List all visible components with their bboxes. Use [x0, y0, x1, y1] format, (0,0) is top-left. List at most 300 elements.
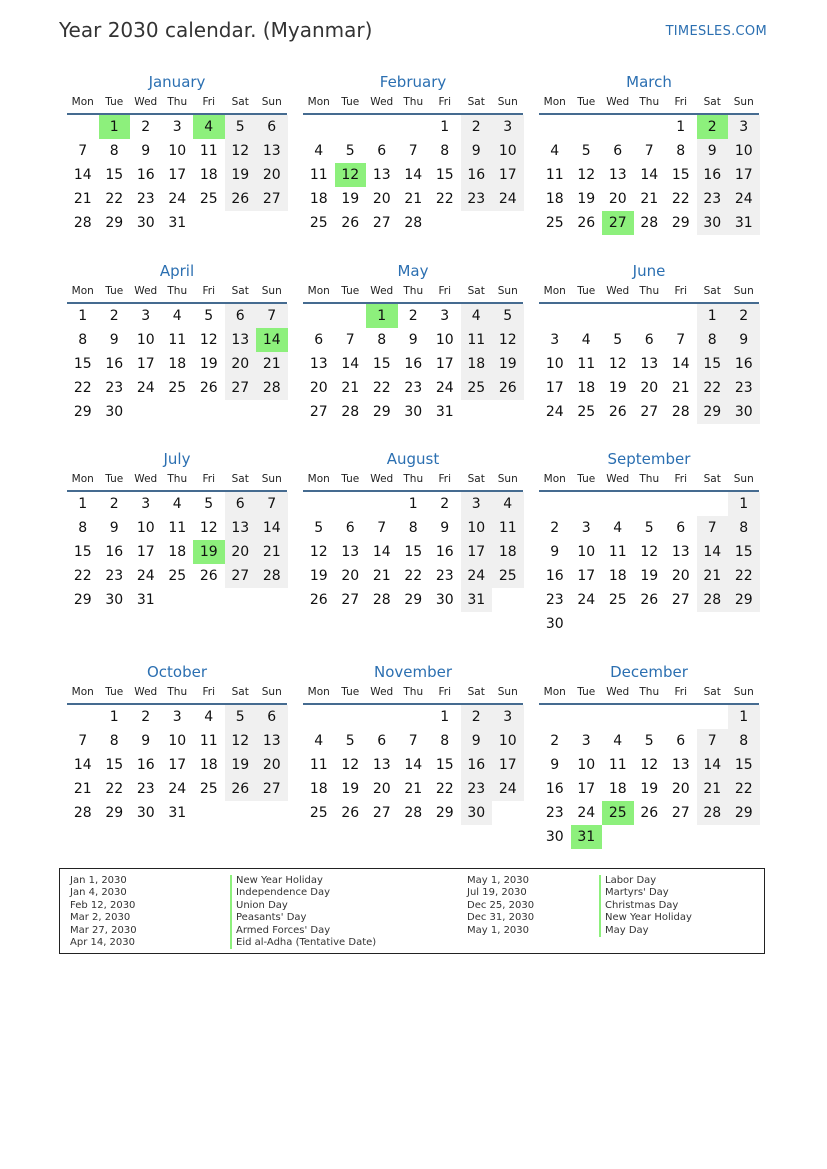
day-cell[interactable]: 29 — [372, 404, 391, 420]
day-cell[interactable]: 14 — [697, 540, 729, 564]
day-cell[interactable]: 15 — [728, 540, 760, 564]
day-cell[interactable]: 13 — [671, 757, 690, 773]
day-cell[interactable]: 13 — [372, 757, 391, 773]
day-cell[interactable]: 19 — [341, 781, 360, 797]
day-cell[interactable]: 1 — [440, 119, 450, 135]
day-cell[interactable]: 22 — [105, 191, 124, 207]
day-cell[interactable]: 4 — [613, 733, 623, 749]
day-cell[interactable]: 27 — [341, 592, 360, 608]
day-cell[interactable]: 16 — [545, 568, 564, 584]
day-cell[interactable]: 12 — [492, 328, 524, 352]
day-cell[interactable]: 23 — [105, 568, 124, 584]
day-cell[interactable]: 10 — [168, 143, 187, 159]
day-cell[interactable]: 17 — [492, 163, 524, 187]
day-cell[interactable]: 22 — [435, 191, 454, 207]
day-cell[interactable]: 23 — [404, 380, 423, 396]
day-cell[interactable]: 20 — [640, 380, 659, 396]
day-cell[interactable]: 25 — [461, 376, 493, 400]
day-cell[interactable]: 12 — [309, 544, 328, 560]
day-cell[interactable]: 20 — [372, 191, 391, 207]
day-cell[interactable]: 10 — [136, 520, 155, 536]
day-cell[interactable]: 20 — [341, 568, 360, 584]
day-cell[interactable]: 24 — [461, 564, 493, 588]
day-cell[interactable]: 4 — [314, 143, 324, 159]
day-cell[interactable]: 7 — [408, 733, 418, 749]
day-cell[interactable]: 15 — [105, 757, 124, 773]
day-cell[interactable]: 19 — [341, 191, 360, 207]
day-cell[interactable]: 1 — [697, 304, 729, 328]
day-cell[interactable]: 22 — [671, 191, 690, 207]
day-cell[interactable]: 12 — [640, 757, 659, 773]
day-cell[interactable]: 25 — [577, 404, 596, 420]
day-cell[interactable]: 19 — [309, 568, 328, 584]
day-cell[interactable]: 16 — [136, 757, 155, 773]
day-cell[interactable]: 16 — [697, 163, 729, 187]
day-cell[interactable]: 24 — [728, 187, 760, 211]
day-cell[interactable]: 10 — [728, 139, 760, 163]
day-cell[interactable]: 20 — [256, 753, 288, 777]
day-cell[interactable]: 23 — [697, 187, 729, 211]
day-cell[interactable]: 21 — [256, 540, 288, 564]
day-cell[interactable]: 24 — [136, 568, 155, 584]
day-cell[interactable]: 29 — [728, 588, 760, 612]
day-cell[interactable]: 8 — [78, 332, 88, 348]
day-cell[interactable]: 2 — [109, 308, 119, 324]
day-cell[interactable]: 8 — [78, 520, 88, 536]
day-cell[interactable]: 19 — [225, 163, 257, 187]
day-cell[interactable]: 26 — [640, 805, 659, 821]
day-cell[interactable]: 7 — [256, 304, 288, 328]
day-cell[interactable]: 18 — [545, 191, 564, 207]
day-cell[interactable]: 16 — [404, 356, 423, 372]
day-cell[interactable]: 22 — [728, 564, 760, 588]
day-cell[interactable]: 17 — [461, 540, 493, 564]
day-cell[interactable]: 31 — [435, 404, 454, 420]
day-cell[interactable]: 21 — [404, 781, 423, 797]
day-cell[interactable]: 18 — [199, 757, 218, 773]
day-cell[interactable]: 4 — [461, 304, 493, 328]
day-cell[interactable]: 13 — [341, 544, 360, 560]
day-cell[interactable]: 30 — [545, 829, 564, 845]
day-cell[interactable]: 13 — [256, 729, 288, 753]
day-cell[interactable]: 5 — [345, 143, 355, 159]
day-cell[interactable]: 4 — [314, 733, 324, 749]
day-cell[interactable]: 14 — [256, 516, 288, 540]
day-cell[interactable]: 22 — [372, 380, 391, 396]
day-cell[interactable]: 6 — [377, 733, 387, 749]
day-cell[interactable]: 21 — [404, 191, 423, 207]
day-cell[interactable]: 23 — [435, 568, 454, 584]
day-cell[interactable]: 20 — [225, 352, 257, 376]
day-cell[interactable]: 5 — [204, 496, 214, 512]
day-cell[interactable]: 1 — [78, 496, 88, 512]
day-cell[interactable]: 9 — [408, 332, 418, 348]
day-cell[interactable]: 13 — [671, 544, 690, 560]
day-cell[interactable]: 6 — [225, 304, 257, 328]
day-cell[interactable]: 3 — [581, 520, 591, 536]
day-cell[interactable]: 25 — [545, 215, 564, 231]
day-cell[interactable]: 16 — [461, 753, 493, 777]
day-cell[interactable]: 9 — [550, 544, 560, 560]
day-cell[interactable]: 1 — [440, 709, 450, 725]
day-cell[interactable]: 9 — [697, 139, 729, 163]
day-cell[interactable]: 27 — [256, 777, 288, 801]
day-cell[interactable]: 6 — [314, 332, 324, 348]
day-cell[interactable]: 23 — [461, 187, 493, 211]
day-cell[interactable]: 26 — [341, 805, 360, 821]
day-cell[interactable]: 4 — [581, 332, 591, 348]
day-cell[interactable]: 28 — [256, 564, 288, 588]
day-cell[interactable]: 12 — [225, 729, 257, 753]
day-cell[interactable]: 16 — [105, 356, 124, 372]
day-cell[interactable]: 11 — [461, 328, 493, 352]
day-cell[interactable]: 19 — [492, 352, 524, 376]
day-cell[interactable]: 16 — [105, 544, 124, 560]
day-cell[interactable]: 30 — [105, 404, 124, 420]
day-cell[interactable]: 23 — [136, 781, 155, 797]
day-cell[interactable]: 7 — [697, 729, 729, 753]
day-cell[interactable]: 10 — [461, 516, 493, 540]
holiday-day-cell[interactable]: 1 — [366, 304, 398, 328]
day-cell[interactable]: 29 — [671, 215, 690, 231]
day-cell[interactable]: 29 — [404, 592, 423, 608]
day-cell[interactable]: 3 — [492, 705, 524, 729]
day-cell[interactable]: 2 — [461, 115, 493, 139]
day-cell[interactable]: 6 — [676, 520, 686, 536]
day-cell[interactable]: 13 — [640, 356, 659, 372]
day-cell[interactable]: 7 — [256, 492, 288, 516]
day-cell[interactable]: 18 — [577, 380, 596, 396]
day-cell[interactable]: 8 — [109, 143, 119, 159]
day-cell[interactable]: 25 — [199, 191, 218, 207]
day-cell[interactable]: 15 — [105, 167, 124, 183]
day-cell[interactable]: 10 — [136, 332, 155, 348]
day-cell[interactable]: 5 — [345, 733, 355, 749]
day-cell[interactable]: 11 — [168, 332, 187, 348]
holiday-day-cell[interactable]: 31 — [571, 825, 603, 849]
day-cell[interactable]: 26 — [341, 215, 360, 231]
day-cell[interactable]: 16 — [435, 544, 454, 560]
day-cell[interactable]: 18 — [168, 356, 187, 372]
day-cell[interactable]: 28 — [697, 588, 729, 612]
day-cell[interactable]: 2 — [728, 304, 760, 328]
day-cell[interactable]: 2 — [408, 308, 418, 324]
day-cell[interactable]: 7 — [644, 143, 654, 159]
day-cell[interactable]: 14 — [697, 753, 729, 777]
day-cell[interactable]: 3 — [550, 332, 560, 348]
day-cell[interactable]: 2 — [461, 705, 493, 729]
day-cell[interactable]: 1 — [728, 492, 760, 516]
day-cell[interactable]: 7 — [697, 516, 729, 540]
day-cell[interactable]: 11 — [168, 520, 187, 536]
day-cell[interactable]: 17 — [577, 568, 596, 584]
day-cell[interactable]: 8 — [440, 733, 450, 749]
day-cell[interactable]: 24 — [545, 404, 564, 420]
day-cell[interactable]: 19 — [640, 568, 659, 584]
day-cell[interactable]: 9 — [141, 733, 151, 749]
day-cell[interactable]: 7 — [676, 332, 686, 348]
day-cell[interactable]: 14 — [73, 757, 92, 773]
day-cell[interactable]: 17 — [168, 167, 187, 183]
day-cell[interactable]: 20 — [225, 540, 257, 564]
day-cell[interactable]: 14 — [341, 356, 360, 372]
day-cell[interactable]: 23 — [461, 777, 493, 801]
day-cell[interactable]: 23 — [136, 191, 155, 207]
day-cell[interactable]: 12 — [608, 356, 627, 372]
day-cell[interactable]: 22 — [697, 376, 729, 400]
day-cell[interactable]: 29 — [73, 404, 92, 420]
day-cell[interactable]: 19 — [199, 356, 218, 372]
day-cell[interactable]: 24 — [168, 191, 187, 207]
day-cell[interactable]: 30 — [136, 215, 155, 231]
day-cell[interactable]: 26 — [492, 376, 524, 400]
day-cell[interactable]: 9 — [141, 143, 151, 159]
day-cell[interactable]: 26 — [608, 404, 627, 420]
day-cell[interactable]: 5 — [225, 115, 257, 139]
day-cell[interactable]: 16 — [136, 167, 155, 183]
day-cell[interactable]: 25 — [492, 564, 524, 588]
day-cell[interactable]: 18 — [199, 167, 218, 183]
day-cell[interactable]: 27 — [309, 404, 328, 420]
day-cell[interactable]: 11 — [545, 167, 564, 183]
day-cell[interactable]: 30 — [105, 592, 124, 608]
day-cell[interactable]: 2 — [141, 709, 151, 725]
day-cell[interactable]: 20 — [671, 568, 690, 584]
day-cell[interactable]: 11 — [577, 356, 596, 372]
day-cell[interactable]: 28 — [671, 404, 690, 420]
day-cell[interactable]: 24 — [577, 805, 596, 821]
day-cell[interactable]: 29 — [73, 592, 92, 608]
day-cell[interactable]: 27 — [372, 215, 391, 231]
day-cell[interactable]: 21 — [697, 564, 729, 588]
day-cell[interactable]: 26 — [640, 592, 659, 608]
day-cell[interactable]: 3 — [492, 115, 524, 139]
day-cell[interactable]: 11 — [608, 544, 627, 560]
day-cell[interactable]: 8 — [676, 143, 686, 159]
day-cell[interactable]: 15 — [73, 544, 92, 560]
day-cell[interactable]: 2 — [109, 496, 119, 512]
day-cell[interactable]: 2 — [141, 119, 151, 135]
day-cell[interactable]: 25 — [199, 781, 218, 797]
day-cell[interactable]: 13 — [225, 516, 257, 540]
day-cell[interactable]: 26 — [225, 777, 257, 801]
day-cell[interactable]: 14 — [73, 167, 92, 183]
day-cell[interactable]: 29 — [435, 805, 454, 821]
day-cell[interactable]: 27 — [256, 187, 288, 211]
day-cell[interactable]: 3 — [728, 115, 760, 139]
day-cell[interactable]: 26 — [199, 568, 218, 584]
holiday-day-cell[interactable]: 1 — [99, 115, 131, 139]
day-cell[interactable]: 23 — [545, 805, 564, 821]
day-cell[interactable]: 8 — [109, 733, 119, 749]
day-cell[interactable]: 25 — [309, 805, 328, 821]
day-cell[interactable]: 15 — [404, 544, 423, 560]
day-cell[interactable]: 9 — [728, 328, 760, 352]
day-cell[interactable]: 8 — [697, 328, 729, 352]
day-cell[interactable]: 6 — [345, 520, 355, 536]
day-cell[interactable]: 5 — [613, 332, 623, 348]
day-cell[interactable]: 20 — [608, 191, 627, 207]
day-cell[interactable]: 21 — [73, 781, 92, 797]
day-cell[interactable]: 13 — [256, 139, 288, 163]
day-cell[interactable]: 13 — [608, 167, 627, 183]
day-cell[interactable]: 29 — [728, 801, 760, 825]
day-cell[interactable]: 14 — [404, 757, 423, 773]
day-cell[interactable]: 21 — [697, 777, 729, 801]
day-cell[interactable]: 9 — [109, 332, 119, 348]
day-cell[interactable]: 30 — [461, 801, 493, 825]
day-cell[interactable]: 21 — [73, 191, 92, 207]
day-cell[interactable]: 22 — [435, 781, 454, 797]
day-cell[interactable]: 21 — [341, 380, 360, 396]
day-cell[interactable]: 6 — [377, 143, 387, 159]
day-cell[interactable]: 2 — [550, 733, 560, 749]
day-cell[interactable]: 12 — [341, 757, 360, 773]
day-cell[interactable]: 10 — [435, 332, 454, 348]
day-cell[interactable]: 24 — [492, 187, 524, 211]
day-cell[interactable]: 23 — [728, 376, 760, 400]
day-cell[interactable]: 31 — [728, 211, 760, 235]
day-cell[interactable]: 4 — [613, 520, 623, 536]
holiday-day-cell[interactable]: 4 — [193, 115, 225, 139]
day-cell[interactable]: 26 — [199, 380, 218, 396]
day-cell[interactable]: 20 — [372, 781, 391, 797]
day-cell[interactable]: 19 — [577, 191, 596, 207]
day-cell[interactable]: 24 — [136, 380, 155, 396]
day-cell[interactable]: 17 — [136, 356, 155, 372]
day-cell[interactable]: 5 — [644, 733, 654, 749]
day-cell[interactable]: 17 — [545, 380, 564, 396]
day-cell[interactable]: 23 — [105, 380, 124, 396]
day-cell[interactable]: 28 — [640, 215, 659, 231]
day-cell[interactable]: 21 — [256, 352, 288, 376]
day-cell[interactable]: 20 — [256, 163, 288, 187]
day-cell[interactable]: 18 — [309, 191, 328, 207]
brand-link[interactable]: TIMESLES.COM — [665, 24, 767, 39]
day-cell[interactable]: 11 — [199, 143, 218, 159]
day-cell[interactable]: 1 — [408, 496, 418, 512]
day-cell[interactable]: 11 — [608, 757, 627, 773]
day-cell[interactable]: 19 — [608, 380, 627, 396]
day-cell[interactable]: 6 — [225, 492, 257, 516]
day-cell[interactable]: 24 — [577, 592, 596, 608]
day-cell[interactable]: 18 — [492, 540, 524, 564]
day-cell[interactable]: 27 — [671, 805, 690, 821]
day-cell[interactable]: 26 — [309, 592, 328, 608]
day-cell[interactable]: 15 — [728, 753, 760, 777]
day-cell[interactable]: 14 — [372, 544, 391, 560]
day-cell[interactable]: 29 — [697, 400, 729, 424]
day-cell[interactable]: 10 — [492, 729, 524, 753]
day-cell[interactable]: 4 — [492, 492, 524, 516]
day-cell[interactable]: 10 — [168, 733, 187, 749]
day-cell[interactable]: 18 — [608, 781, 627, 797]
day-cell[interactable]: 28 — [73, 215, 92, 231]
day-cell[interactable]: 5 — [581, 143, 591, 159]
day-cell[interactable]: 1 — [78, 308, 88, 324]
day-cell[interactable]: 4 — [204, 709, 214, 725]
day-cell[interactable]: 13 — [225, 328, 257, 352]
day-cell[interactable]: 8 — [377, 332, 387, 348]
day-cell[interactable]: 12 — [640, 544, 659, 560]
day-cell[interactable]: 30 — [697, 211, 729, 235]
holiday-day-cell[interactable]: 19 — [193, 540, 225, 564]
day-cell[interactable]: 10 — [492, 139, 524, 163]
day-cell[interactable]: 12 — [225, 139, 257, 163]
day-cell[interactable]: 16 — [728, 352, 760, 376]
day-cell[interactable]: 15 — [671, 167, 690, 183]
day-cell[interactable]: 1 — [109, 709, 119, 725]
day-cell[interactable]: 15 — [73, 356, 92, 372]
day-cell[interactable]: 10 — [545, 356, 564, 372]
day-cell[interactable]: 13 — [309, 356, 328, 372]
day-cell[interactable]: 13 — [372, 167, 391, 183]
day-cell[interactable]: 18 — [168, 544, 187, 560]
holiday-day-cell[interactable]: 14 — [256, 328, 288, 352]
day-cell[interactable]: 30 — [545, 616, 564, 632]
day-cell[interactable]: 30 — [728, 400, 760, 424]
day-cell[interactable]: 22 — [73, 568, 92, 584]
day-cell[interactable]: 23 — [545, 592, 564, 608]
day-cell[interactable]: 25 — [168, 568, 187, 584]
day-cell[interactable]: 9 — [550, 757, 560, 773]
day-cell[interactable]: 28 — [73, 805, 92, 821]
day-cell[interactable]: 9 — [461, 729, 493, 753]
day-cell[interactable]: 14 — [640, 167, 659, 183]
day-cell[interactable]: 27 — [671, 592, 690, 608]
day-cell[interactable]: 5 — [492, 304, 524, 328]
day-cell[interactable]: 3 — [581, 733, 591, 749]
day-cell[interactable]: 6 — [676, 733, 686, 749]
day-cell[interactable]: 24 — [492, 777, 524, 801]
day-cell[interactable]: 7 — [78, 143, 88, 159]
holiday-day-cell[interactable]: 12 — [335, 163, 367, 187]
day-cell[interactable]: 22 — [105, 781, 124, 797]
day-cell[interactable]: 14 — [404, 167, 423, 183]
holiday-day-cell[interactable]: 27 — [602, 211, 634, 235]
day-cell[interactable]: 3 — [141, 308, 151, 324]
day-cell[interactable]: 11 — [309, 167, 328, 183]
day-cell[interactable]: 20 — [309, 380, 328, 396]
day-cell[interactable]: 30 — [136, 805, 155, 821]
day-cell[interactable]: 19 — [225, 753, 257, 777]
day-cell[interactable]: 8 — [728, 729, 760, 753]
day-cell[interactable]: 27 — [225, 376, 257, 400]
day-cell[interactable]: 28 — [372, 592, 391, 608]
day-cell[interactable]: 11 — [199, 733, 218, 749]
day-cell[interactable]: 7 — [78, 733, 88, 749]
day-cell[interactable]: 17 — [168, 757, 187, 773]
day-cell[interactable]: 15 — [697, 352, 729, 376]
day-cell[interactable]: 24 — [435, 380, 454, 396]
day-cell[interactable]: 22 — [73, 380, 92, 396]
day-cell[interactable]: 5 — [314, 520, 324, 536]
day-cell[interactable]: 11 — [309, 757, 328, 773]
day-cell[interactable]: 28 — [404, 805, 423, 821]
day-cell[interactable]: 3 — [172, 709, 182, 725]
day-cell[interactable]: 30 — [435, 592, 454, 608]
day-cell[interactable]: 30 — [404, 404, 423, 420]
day-cell[interactable]: 17 — [492, 753, 524, 777]
day-cell[interactable]: 2 — [440, 496, 450, 512]
day-cell[interactable]: 28 — [697, 801, 729, 825]
day-cell[interactable]: 27 — [225, 564, 257, 588]
day-cell[interactable]: 9 — [461, 139, 493, 163]
day-cell[interactable]: 21 — [640, 191, 659, 207]
day-cell[interactable]: 5 — [204, 308, 214, 324]
day-cell[interactable]: 6 — [256, 705, 288, 729]
day-cell[interactable]: 25 — [168, 380, 187, 396]
